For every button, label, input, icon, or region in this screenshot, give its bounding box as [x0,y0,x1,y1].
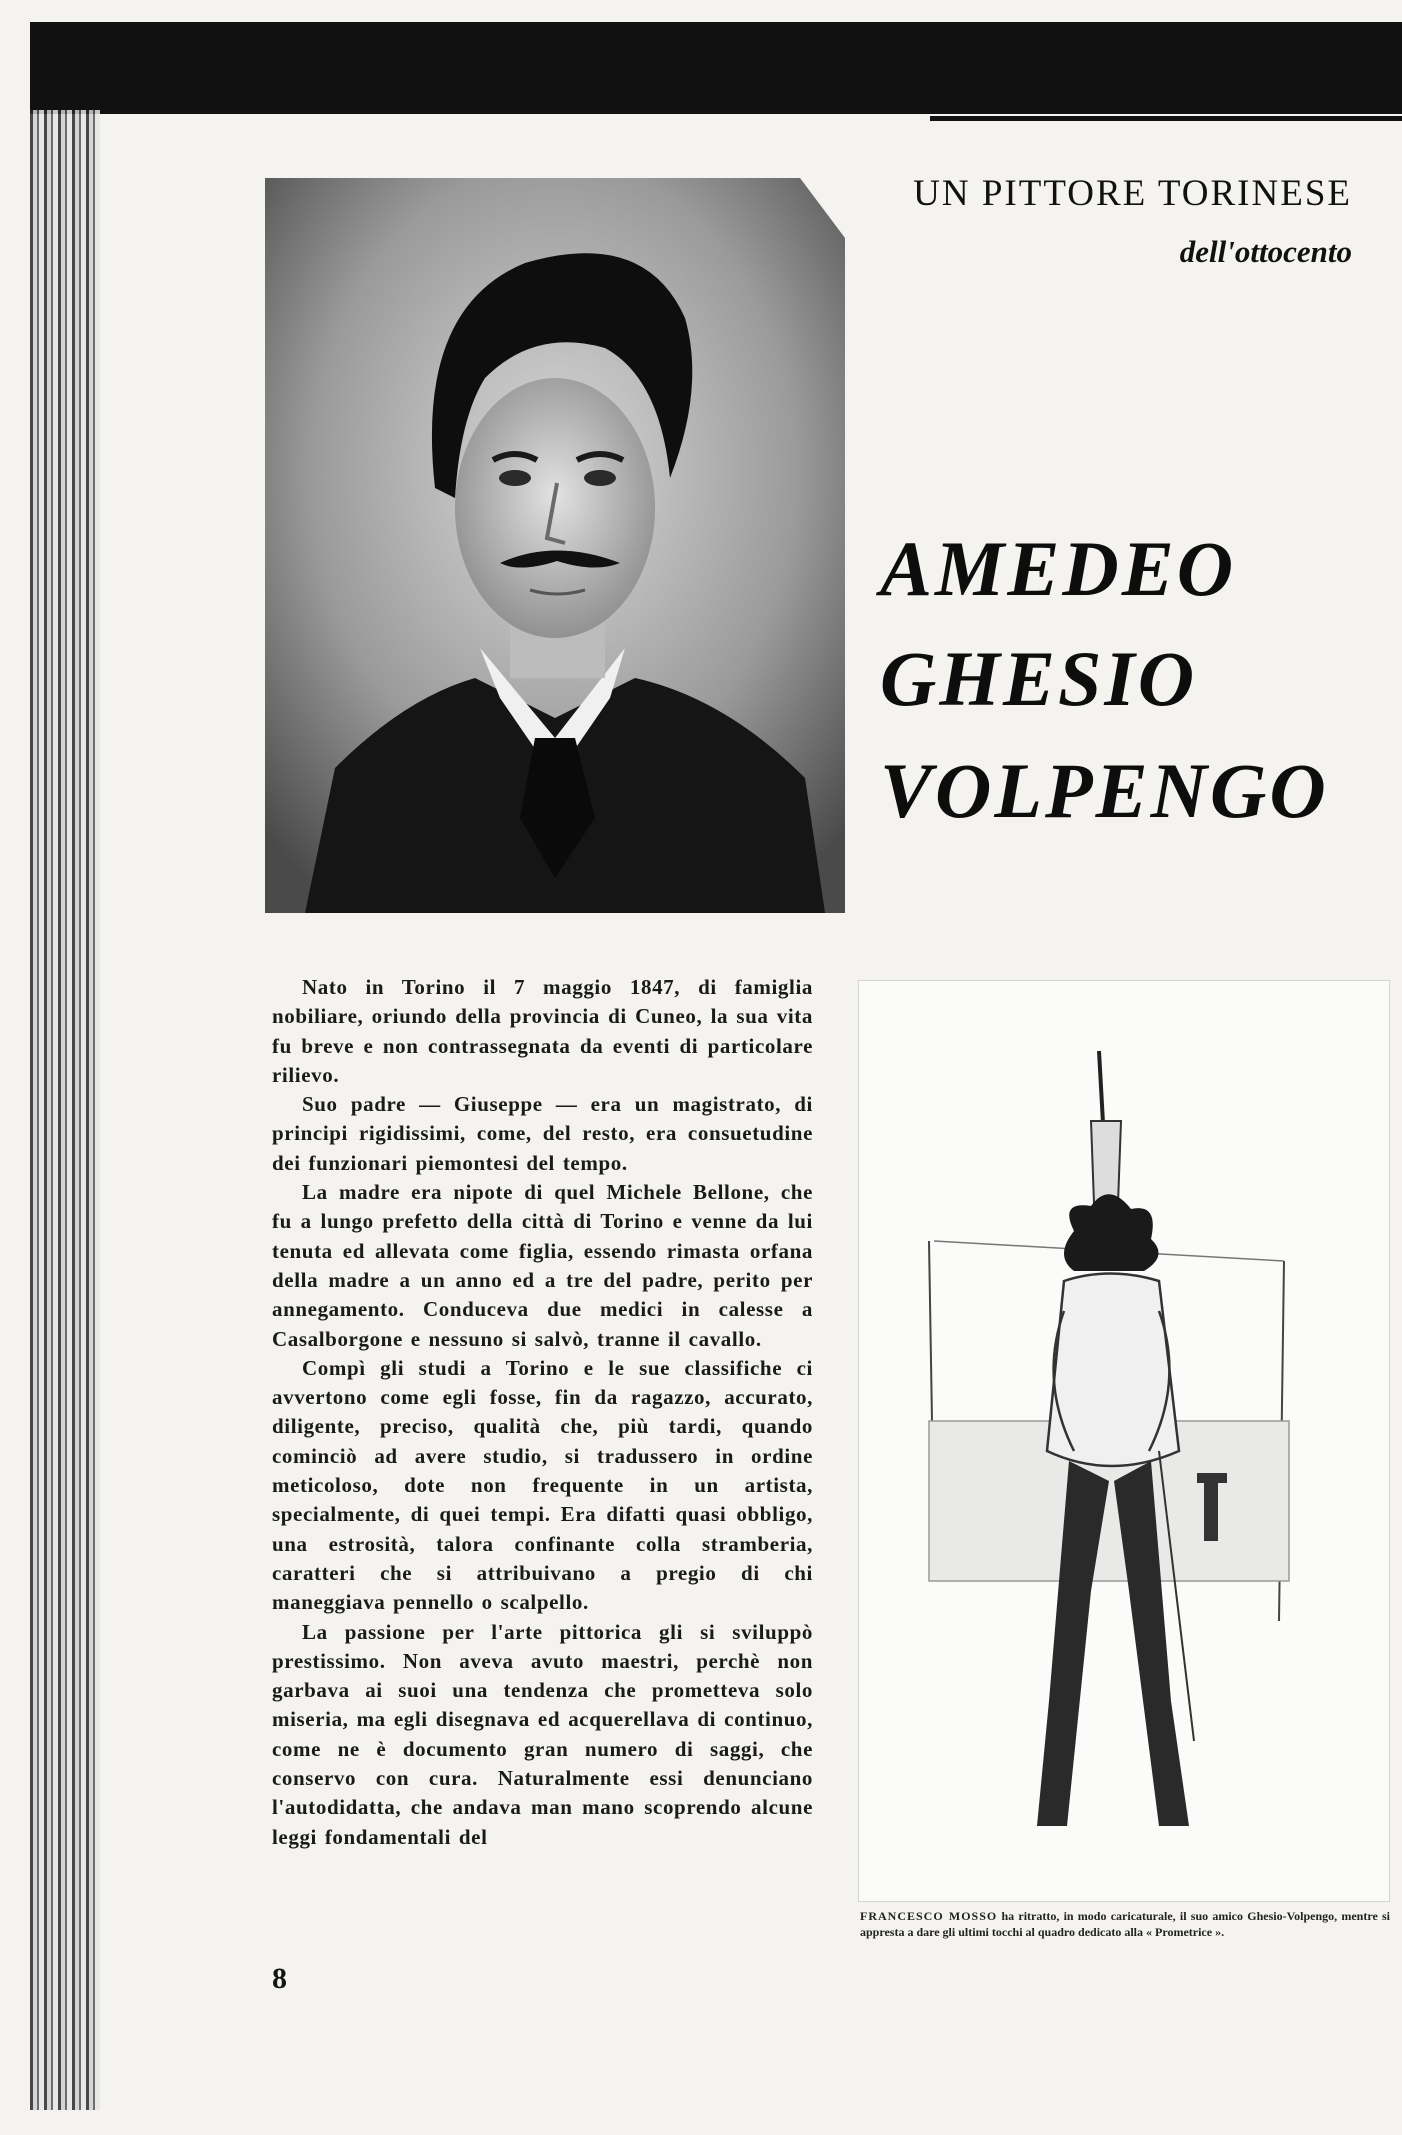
caricature-drawing [858,980,1390,1902]
page-binding-edge [30,110,100,2110]
article-paragraph: La passione per l'arte pittorica gli si sviluppò prestissimo. Non aveva avuto maestri, perchè non garbava ai suoi una tendenza che prometteva solo miseria, ma egli disegnava ed acquerellava di continuo, come ne è documento gran numero di saggi, che conservo con cura. Naturalmente essi denunciano l'autodidatta, che andava man mano scoprendo alcune leggi fondamentali del [272,1619,813,1849]
article-paragraph: Nato in Torino il 7 maggio 1847, di famiglia nobiliare, oriundo della provincia di Cuneo, la sua vita fu breve e non contrassegnata da eventi di particolare rilievo. [272,975,813,1087]
header-subtitle: dell'ottocento [1179,234,1352,269]
article-body [272,973,813,1852]
header-kicker: UN PITTORE TORINESE [913,173,1352,214]
page-number: 8 [272,1962,287,1995]
title-surname-2: VOLPENGO [880,747,1329,834]
top-black-band [30,22,1402,114]
title-first-name: AMEDEO [880,525,1237,612]
portrait-photo [265,178,845,913]
article-paragraph: Suo padre — Giuseppe — era un magistrato, di principi rigidissimi, come, del resto, era consuetudine dei funzionari piemontesi del tempo. [272,1092,813,1175]
title-surname-1: GHESIO [880,635,1198,722]
caption-text: ha ritratto, in modo caricaturale, il suo amico Ghesio-Volpengo, mentre si appresta a dare gli ultimi tocchi al quadro dedicato alla « Prometrice ». [860,1909,1391,1939]
caption-author: FRANCESCO MOSSO [860,1909,998,1923]
article-paragraph: La madre era nipote di quel Michele Bellone, che fu a lungo prefetto della città di Torino e venne da lui tenuta ed allevata come figlia, essendo rimasta orfana della madre a un anno ed a tre del padre, perito per annegamento. Conduceva due medici in calesse a Casalborgone e nessuno si salvò, tranne il cavallo. [272,1180,813,1351]
header-rule [930,116,1402,121]
article-paragraph: Compì gli studi a Torino e le sue classifiche ci avvertono come egli fosse, fin da ragazzo, accurato, diligente, preciso, qualità che, più tardi, quando cominciò ad avere studio, si tradussero in ordine meticoloso, dote non frequente in un artista, specialmente, di quei tempi. Era difatti quasi obbligo, una estrosità, talora confinante colla stramberia, caratteri che si attribuivano a pregio di chi maneggiava pennello o scalpello. [272,1355,813,1615]
image-caption [860,1908,1390,1940]
